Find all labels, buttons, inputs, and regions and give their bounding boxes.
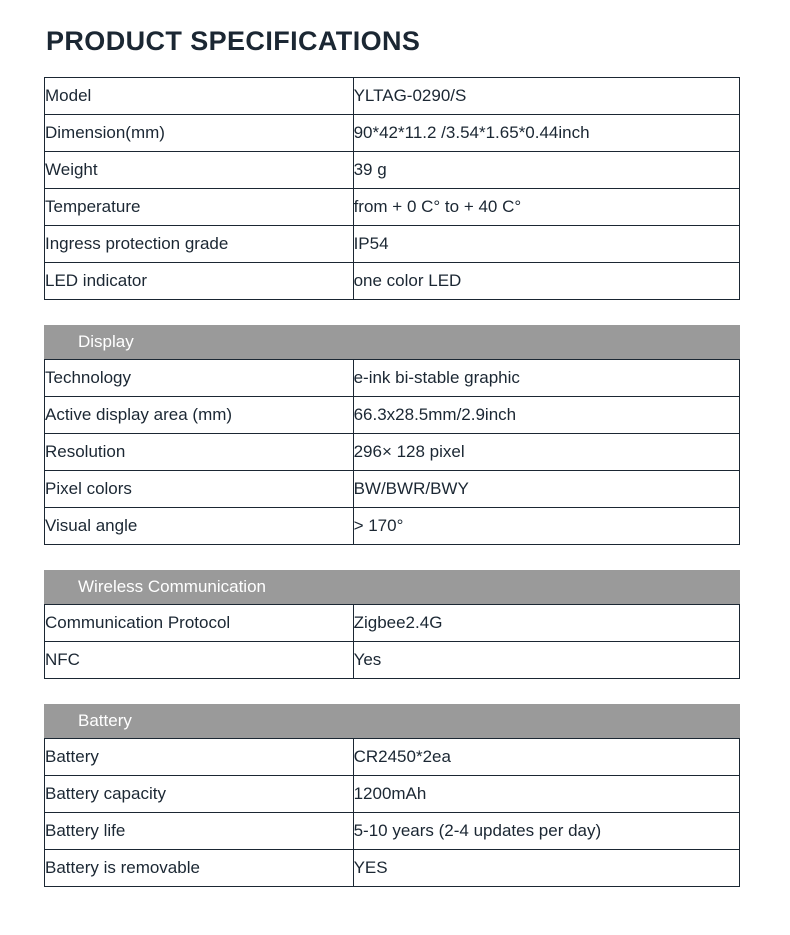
spec-table	[44, 604, 740, 679]
spec-label-cell: Battery capacity	[45, 776, 354, 813]
section-header	[44, 704, 740, 738]
spec-row	[45, 776, 740, 813]
spec-table	[44, 359, 740, 545]
spec-row	[45, 471, 740, 508]
spec-value-cell: > 170°	[353, 508, 739, 545]
spec-value-cell: e-ink bi-stable graphic	[353, 360, 739, 397]
section-header	[44, 325, 740, 359]
spec-row	[45, 115, 740, 152]
section-title: Wireless Communication	[78, 577, 266, 596]
spec-table	[44, 77, 740, 300]
spec-row	[45, 642, 740, 679]
sections-container	[44, 77, 740, 887]
spec-value-cell: 66.3x28.5mm/2.9inch	[353, 397, 739, 434]
spec-section	[44, 704, 740, 887]
spec-row	[45, 189, 740, 226]
spec-row	[45, 226, 740, 263]
spec-value-cell: one color LED	[353, 263, 739, 300]
spec-row	[45, 152, 740, 189]
spec-row	[45, 434, 740, 471]
spec-value-cell: YES	[353, 850, 739, 887]
spec-table-body	[45, 78, 740, 300]
section-header	[44, 570, 740, 604]
spec-table-body	[45, 605, 740, 679]
spec-label-cell: Weight	[45, 152, 354, 189]
spec-label-cell: Temperature	[45, 189, 354, 226]
spec-table-body	[45, 739, 740, 887]
spec-row	[45, 263, 740, 300]
spec-row	[45, 397, 740, 434]
spec-value-cell: Yes	[353, 642, 739, 679]
spec-table	[44, 738, 740, 887]
spec-label-cell: Pixel colors	[45, 471, 354, 508]
spec-section	[44, 570, 740, 679]
spec-value-cell: BW/BWR/BWY	[353, 471, 739, 508]
spec-value-cell: 39 g	[353, 152, 739, 189]
spec-label-cell: Battery	[45, 739, 354, 776]
spec-value-cell: from + 0 C° to + 40 C°	[353, 189, 739, 226]
spec-row	[45, 739, 740, 776]
spec-row	[45, 78, 740, 115]
spec-label-cell: Battery life	[45, 813, 354, 850]
spec-label-cell: Active display area (mm)	[45, 397, 354, 434]
spec-row	[45, 605, 740, 642]
spec-value-cell: Zigbee2.4G	[353, 605, 739, 642]
spec-label-cell: Communication Protocol	[45, 605, 354, 642]
spec-label-cell: Ingress protection grade	[45, 226, 354, 263]
section-title: Battery	[78, 711, 132, 730]
spec-value-cell: 90*42*11.2 /3.54*1.65*0.44inch	[353, 115, 739, 152]
page-title: PRODUCT SPECIFICATIONS	[46, 26, 421, 56]
spec-label-cell: NFC	[45, 642, 354, 679]
spec-label-cell: Resolution	[45, 434, 354, 471]
section-title: Display	[78, 332, 134, 351]
spec-label-cell: Battery is removable	[45, 850, 354, 887]
spec-label-cell: Technology	[45, 360, 354, 397]
spec-value-cell: 1200mAh	[353, 776, 739, 813]
spec-row	[45, 360, 740, 397]
spec-value-cell: IP54	[353, 226, 739, 263]
spec-value-cell: 296× 128 pixel	[353, 434, 739, 471]
spec-value-cell: CR2450*2ea	[353, 739, 739, 776]
spec-row	[45, 850, 740, 887]
spec-value-cell: 5-10 years (2-4 updates per day)	[353, 813, 739, 850]
spec-section	[44, 325, 740, 545]
spec-label-cell: Visual angle	[45, 508, 354, 545]
spec-label-cell: Model	[45, 78, 354, 115]
spec-row	[45, 813, 740, 850]
spec-row	[45, 508, 740, 545]
spec-label-cell: Dimension(mm)	[45, 115, 354, 152]
spec-label-cell: LED indicator	[45, 263, 354, 300]
spec-table-body	[45, 360, 740, 545]
spec-section	[44, 77, 740, 300]
spec-value-cell: YLTAG-0290/S	[353, 78, 739, 115]
